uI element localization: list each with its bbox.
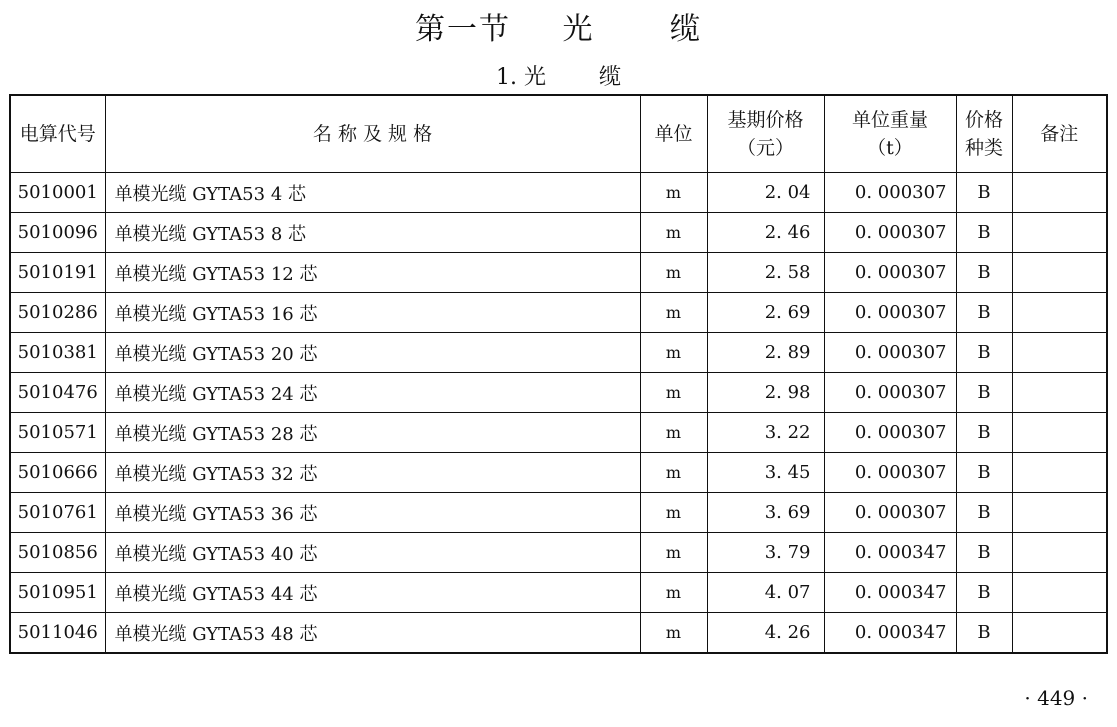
cell-code: 5010761 [10, 493, 105, 533]
table-row [10, 253, 1107, 293]
cell-price: 2. 89 [707, 333, 824, 373]
cell-type: B [956, 573, 1012, 613]
cell-weight: 0. 000307 [824, 213, 956, 253]
table-row [10, 573, 1107, 613]
cell-note [1012, 613, 1107, 654]
cell-price: 2. 98 [707, 373, 824, 413]
cell-unit: m [640, 293, 707, 333]
section-title-part: 缆 [670, 12, 703, 47]
cell-price: 4. 07 [707, 573, 824, 613]
table-header-row [10, 95, 1107, 173]
price-table [9, 94, 1108, 654]
cell-type: B [956, 293, 1012, 333]
cell-name: 单模光缆 GYTA53 16 芯 [105, 293, 640, 333]
table-row [10, 493, 1107, 533]
table-row [10, 333, 1107, 373]
cell-type: B [956, 173, 1012, 213]
cell-price: 3. 45 [707, 453, 824, 493]
cell-name: 单模光缆 GYTA53 48 芯 [105, 613, 640, 654]
cell-unit: m [640, 453, 707, 493]
cell-type: B [956, 333, 1012, 373]
cell-unit: m [640, 213, 707, 253]
cell-type: B [956, 613, 1012, 654]
cell-weight: 0. 000307 [824, 333, 956, 373]
cell-weight: 0. 000347 [824, 533, 956, 573]
header-note: 备注 [1012, 95, 1107, 173]
subsection-title-part: 1. 光 [496, 65, 546, 90]
cell-name: 单模光缆 GYTA53 24 芯 [105, 373, 640, 413]
cell-name: 单模光缆 GYTA53 32 芯 [105, 453, 640, 493]
cell-type: B [956, 373, 1012, 413]
cell-name: 单模光缆 GYTA53 20 芯 [105, 333, 640, 373]
cell-price: 2. 69 [707, 293, 824, 333]
cell-type: B [956, 213, 1012, 253]
table-row [10, 453, 1107, 493]
section-title-part: 光 [562, 12, 595, 47]
cell-price: 2. 46 [707, 213, 824, 253]
cell-name: 单模光缆 GYTA53 40 芯 [105, 533, 640, 573]
header-price-line1: 基期价格 [727, 109, 804, 131]
header-price [707, 95, 824, 173]
header-name: 名 称 及 规 格 [105, 95, 640, 173]
cell-unit: m [640, 413, 707, 453]
cell-price: 3. 79 [707, 533, 824, 573]
cell-note [1012, 213, 1107, 253]
cell-code: 5010001 [10, 173, 105, 213]
cell-type: B [956, 253, 1012, 293]
cell-note [1012, 173, 1107, 213]
cell-weight: 0. 000307 [824, 493, 956, 533]
table-row [10, 533, 1107, 573]
cell-code: 5010191 [10, 253, 105, 293]
section-title-part: 第一节 [414, 12, 511, 47]
header-weight-line2: （t） [867, 137, 913, 159]
cell-unit: m [640, 493, 707, 533]
cell-name: 单模光缆 GYTA53 8 芯 [105, 213, 640, 253]
header-type-line2: 种类 [964, 137, 1003, 159]
cell-code: 5010381 [10, 333, 105, 373]
cell-weight: 0. 000307 [824, 173, 956, 213]
cell-weight: 0. 000307 [824, 373, 956, 413]
cell-weight: 0. 000347 [824, 613, 956, 654]
cell-note [1012, 293, 1107, 333]
cell-code: 5010286 [10, 293, 105, 333]
cell-code: 5010951 [10, 573, 105, 613]
cell-note [1012, 253, 1107, 293]
header-weight-line1: 单位重量 [851, 109, 928, 131]
cell-note [1012, 453, 1107, 493]
cell-note [1012, 533, 1107, 573]
table-body [10, 173, 1107, 654]
section-title [0, 4, 1117, 48]
cell-note [1012, 493, 1107, 533]
header-type-line1: 价格 [964, 109, 1003, 131]
cell-code: 5010571 [10, 413, 105, 453]
cell-weight: 0. 000307 [824, 413, 956, 453]
cell-weight: 0. 000307 [824, 293, 956, 333]
cell-type: B [956, 533, 1012, 573]
cell-name: 单模光缆 GYTA53 36 芯 [105, 493, 640, 533]
table-row [10, 413, 1107, 453]
cell-name: 单模光缆 GYTA53 44 芯 [105, 573, 640, 613]
cell-unit: m [640, 173, 707, 213]
cell-note [1012, 573, 1107, 613]
cell-weight: 0. 000307 [824, 253, 956, 293]
cell-unit: m [640, 613, 707, 654]
table-row [10, 213, 1107, 253]
cell-note [1012, 413, 1107, 453]
cell-code: 5010096 [10, 213, 105, 253]
header-unit: 单位 [640, 95, 707, 173]
table-row [10, 613, 1107, 654]
cell-price: 2. 58 [707, 253, 824, 293]
cell-note [1012, 373, 1107, 413]
table-row [10, 293, 1107, 333]
header-price-line2: （元） [736, 137, 794, 159]
cell-price: 4. 26 [707, 613, 824, 654]
table-row [10, 373, 1107, 413]
cell-type: B [956, 453, 1012, 493]
table-row [10, 173, 1107, 213]
cell-name: 单模光缆 GYTA53 4 芯 [105, 173, 640, 213]
page-number: · 449 · [1024, 686, 1088, 710]
cell-note [1012, 333, 1107, 373]
header-code: 电算代号 [10, 95, 105, 173]
cell-type: B [956, 413, 1012, 453]
header-type [956, 95, 1012, 173]
cell-unit: m [640, 573, 707, 613]
cell-unit: m [640, 533, 707, 573]
cell-price: 3. 69 [707, 493, 824, 533]
cell-code: 5010856 [10, 533, 105, 573]
cell-code: 5011046 [10, 613, 105, 654]
cell-type: B [956, 493, 1012, 533]
cell-price: 3. 22 [707, 413, 824, 453]
subsection-title [0, 60, 1117, 91]
cell-code: 5010476 [10, 373, 105, 413]
cell-unit: m [640, 373, 707, 413]
cell-weight: 0. 000307 [824, 453, 956, 493]
cell-code: 5010666 [10, 453, 105, 493]
cell-price: 2. 04 [707, 173, 824, 213]
subsection-title-part: 缆 [598, 65, 621, 90]
header-weight [824, 95, 956, 173]
cell-weight: 0. 000347 [824, 573, 956, 613]
cell-name: 单模光缆 GYTA53 28 芯 [105, 413, 640, 453]
cell-unit: m [640, 333, 707, 373]
cell-name: 单模光缆 GYTA53 12 芯 [105, 253, 640, 293]
cell-unit: m [640, 253, 707, 293]
